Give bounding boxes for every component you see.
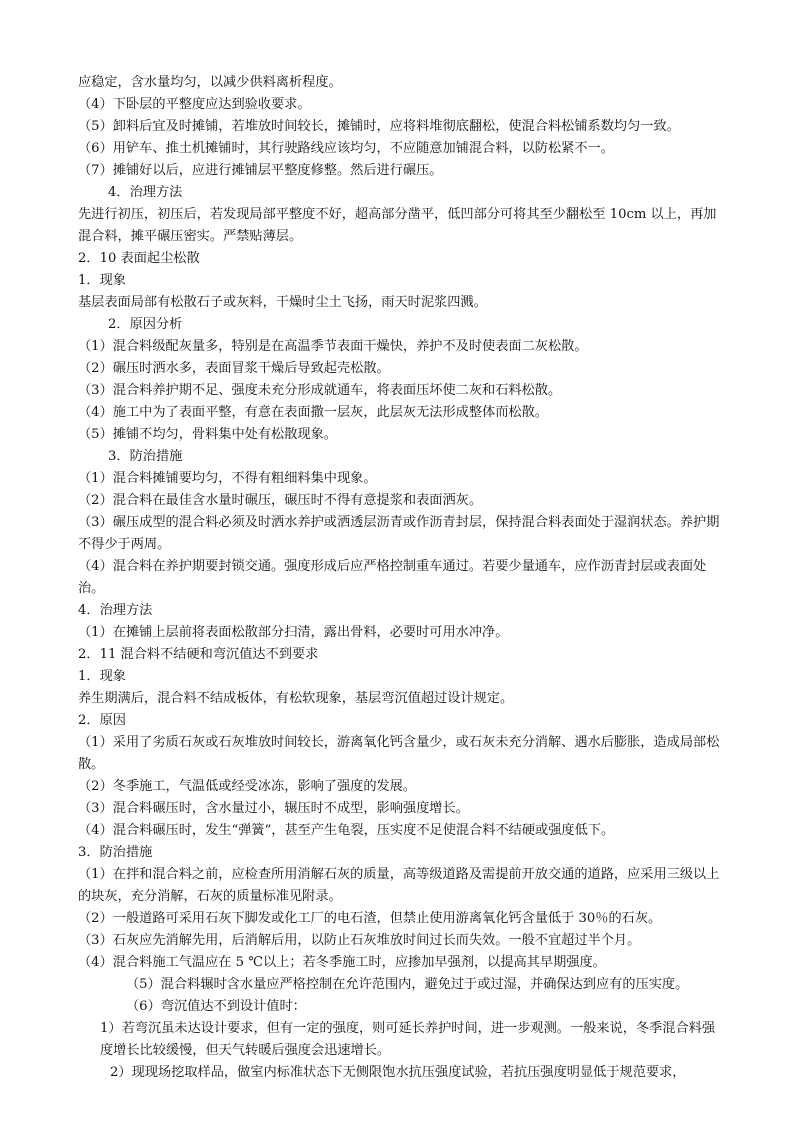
list-item: （4）混合料碾压时，发生“弹簧”，甚至产生龟裂，压实度不足使混合料不结硬或强度低下。 — [78, 823, 615, 838]
list-item: （1）混合料摊铺要均匀，不得有粗细料集中现象。 — [78, 471, 377, 486]
list-item: （7）摊铺好以后，应进行摊铺层平整度修整。然后进行碾压。 — [78, 163, 443, 178]
list-item: （3）石灰应先消解先用，后消解后用，以防止石灰堆放时间过长而失效。一般不宜超过半个月。 — [78, 933, 641, 948]
list-item: （1）混合料级配灰量多，特别是在高温季节表面干燥快，养护不及时使表面二灰松散。 — [78, 339, 588, 354]
list-item: （1）采用了劣质石灰或石灰堆放时间较长，游离氧化钙含量少，或石灰未充分消解、遇水后膨胀，造成局部松散。 — [78, 735, 720, 772]
section-heading: 1．现象 — [78, 273, 126, 288]
list-item: （6）弯沉值达不到设计值时： — [126, 999, 306, 1014]
list-item: （4）混合料施工气温应在 5 ℃以上；若冬季施工时，应掺加早强剂，以提高其早期强度。 — [78, 955, 606, 970]
section-heading: 2．原因分析 — [108, 317, 183, 332]
list-item: （2）冬季施工，气温低或经受冰冻，影响了强度的发展。 — [78, 779, 417, 794]
section-heading: 2．10 表面起尘松散 — [78, 251, 200, 266]
section-heading: 4．治理方法 — [78, 603, 153, 618]
paragraph: 基层表面局部有松散石子或灰料，干燥时尘土飞扬，雨天时泥浆四溅。 — [78, 295, 487, 310]
list-item: （5）卸料后宜及时摊铺，若堆放时间较长，摊铺时，应将料堆彻底翻松，使混合料松铺系数均匀一致。 — [78, 119, 680, 134]
section-heading: 2．原因 — [78, 713, 126, 728]
list-item: 2）现现场挖取样品，做室内标准状态下无侧限饱水抗压强度试验，若抗压强度明显低于规范要求， — [110, 1065, 686, 1080]
section-heading: 1．现象 — [78, 669, 126, 684]
section-heading: 4．治理方法 — [108, 185, 183, 200]
paragraph: 先进行初压，初压后，若发现局部平整度不好，超高部分凿平，低凹部分可将其至少翻松至 10cm 以上，再加混合料，摊平碾压密实。严禁贴薄层。 — [78, 207, 717, 244]
list-item: （4）施工中为了表面平整，有意在表面撒一层灰，此层灰无法形成整体而松散。 — [78, 405, 548, 420]
list-item: （3）混合料养护期不足、强度未充分形成就通车，将表面压坏使二灰和石料松散。 — [78, 383, 562, 398]
list-item: 1）若弯沉虽未达设计要求，但有一定的强度，则可延长养护时间，进一步观测。一般来说，冬季混合料强度增长比较缓慢，但天气转暖后强度会迅速增长。 — [100, 1021, 716, 1058]
list-item: （4）下卧层的平整度应达到验收要求。 — [78, 97, 311, 112]
list-item: （5）摊铺不均匀，骨料集中处有松散现象。 — [78, 427, 337, 442]
section-heading: 2．11 混合料不结硬和弯沉值达不到要求 — [78, 647, 319, 662]
list-item: （4）混合料在养护期要封锁交通。强度形成后应严格控制重车通过。若要少量通车，应作沥青封层或表面处治。 — [78, 559, 707, 596]
text-line: 应稳定，含水量均匀，以减少供料离析程度。 — [78, 75, 342, 90]
list-item: （2）一般道路可采用石灰下脚发或化工厂的电石渣，但禁止使用游离氧化钙含量低于 30％的石灰。 — [78, 911, 662, 926]
list-item: （3）混合料碾压时，含水量过小，辗压时不成型，影响强度增长。 — [78, 801, 469, 816]
list-item: （1）在摊铺上层前将表面松散部分扫清，露出骨料，必要时可用水冲净。 — [78, 625, 509, 640]
list-item: （2）碾压时洒水多，表面冒浆干燥后导致起壳松散。 — [78, 361, 390, 376]
list-item: （6）用铲车、推土机摊铺时，其行驶路线应该均匀，不应随意加铺混合料，以防松紧不一。 — [78, 141, 614, 156]
section-heading: 3．防治措施 — [108, 449, 183, 464]
list-item: （1）在拌和混合料之前，应检查所用消解石灰的质量，高等级道路及需提前开放交通的道路，应采用三级以上的块灰，充分消解，石灰的质量标准见附录。 — [78, 867, 720, 904]
list-item: （3）碾压成型的混合料必须及时洒水养护或洒透层沥青或作沥青封层，保持混合料表面处于湿润状态。养护期不得少于两周。 — [78, 515, 720, 552]
section-heading: 3．防治措施 — [78, 845, 153, 860]
list-item: （5）混合料辗时含水量应严格控制在允许范围内，避免过于或过湿，并确保达到应有的压实度。 — [126, 977, 689, 992]
list-item: （2）混合料在最佳含水量时碾压，碾压时不得有意提浆和表面洒灰。 — [78, 493, 483, 508]
paragraph: 养生期满后，混合料不结成板体，有松软现象，基层弯沉值超过设计规定。 — [78, 691, 514, 706]
